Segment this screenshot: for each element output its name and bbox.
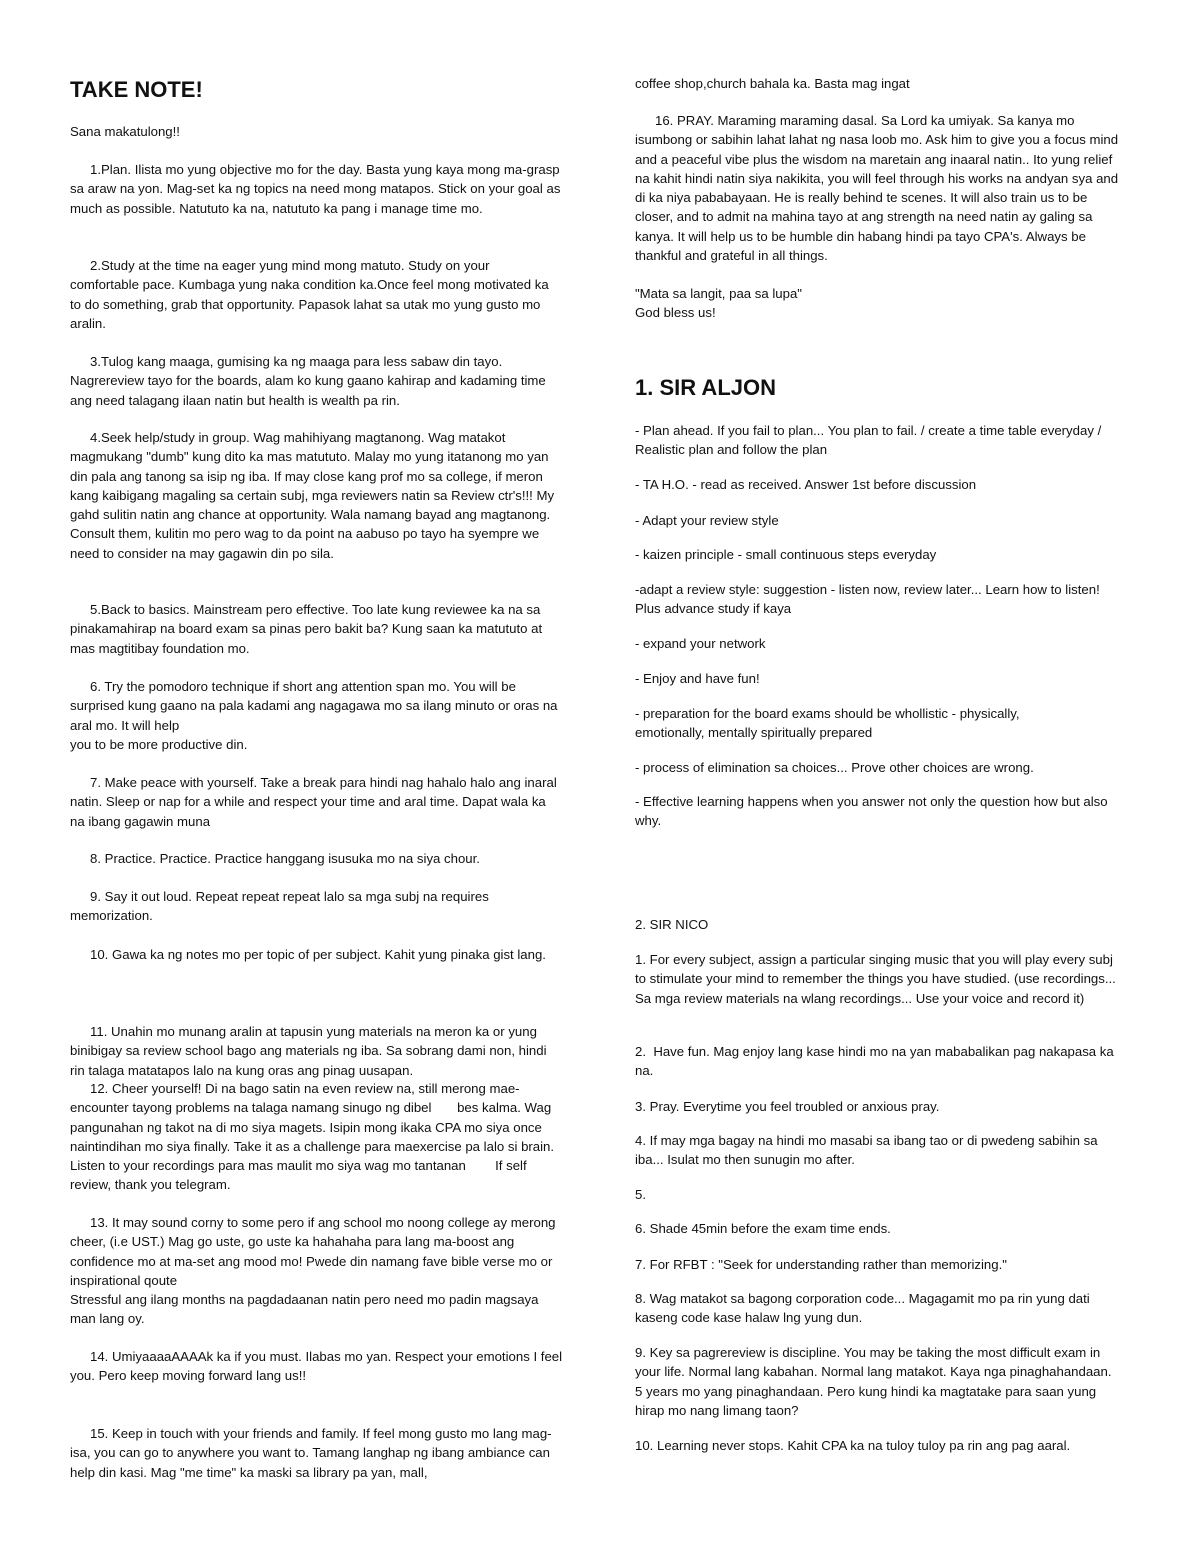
- intro-text: Sana makatulong!!: [70, 124, 180, 139]
- list-item: - process of elimination sa choices... Prove other choices are wrong.: [635, 760, 1034, 775]
- blessing-text: God bless us!: [635, 305, 716, 320]
- page-title: TAKE NOTE!: [70, 77, 203, 102]
- list-item: 7. For RFBT : "Seek for understanding rather than memorizing.": [635, 1257, 1007, 1272]
- tip-item: 11. Unahin mo munang aralin at tapusin yung materials na meron ka or yung binibigay sa review school bago ang materials ng iba. Sa sobrang dami non, hindi rin talaga matatapos lalo na kung oras ang pinag uusapan.: [70, 1024, 551, 1078]
- tip-item: 8. Practice. Practice. Practice hanggang isusuka mo na siya chour.: [90, 851, 480, 866]
- list-item: - Enjoy and have fun!: [635, 671, 760, 686]
- tip-item: 1.Plan. Ilista mo yung objective mo for the day. Basta yung kaya mong ma-grasp sa araw na yon. Mag-set ka ng topics na need mong matapos. Stick on your goal as much as possible. Natututo ka na, natututo ka pang i manage time mo.: [70, 162, 565, 216]
- tip-item: 16. PRAY. Maraming maraming dasal. Sa Lord ka umiyak. Sa kanya mo isumbong or sabihin lahat lahat ng nasa loob mo. Ask him to give you a focus mind and a peaceful vibe plus the wisdom na maretain ang inaaral natin.. Ito yung relief na kahit hindi natin siya nakikita, you will feel through his works na andyan sya and di ka niya pababayaan. He is really behind te scenes. It will also train us to be closer, and to admit na mahina tayo at ang strength na need natin ay galing sa kanya. It will help us to be humble din habang hindi pa tayo CPA's. Always be thankful and grateful in all things.: [635, 113, 1122, 264]
- tip-item: 5.Back to basics. Mainstream pero effective. Too late kung reviewee ka na sa pinakamahirap na board exam sa pinas pero bakit ba? Kung saan ka matututo at mas magtitibay foundation mo.: [70, 602, 546, 656]
- list-item: 10. Learning never stops. Kahit CPA ka na tuloy tuloy pa rin ang pag aaral.: [635, 1438, 1071, 1453]
- list-item: - Plan ahead. If you fail to plan... You plan to fail. / create a time table everyday / Realistic plan and follow the plan: [635, 423, 1105, 458]
- tip-item: 15. Keep in touch with your friends and family. If feel mong gusto mo lang mag-isa, you can go to anywhere you want to. Tamang langhap ng ibang ambiance can help din kasi. Mag "me time" ka maski sa library pa yan, mall,: [70, 1426, 554, 1480]
- list-item: - Adapt your review style: [635, 513, 779, 528]
- tip-item: 9. Say it out loud. Repeat repeat repeat lalo sa mga subj na requires memorization.: [70, 889, 493, 924]
- continued-text: coffee shop,church bahala ka. Basta mag ingat: [635, 76, 910, 91]
- list-item: 3. Pray. Everytime you feel troubled or anxious pray.: [635, 1099, 940, 1114]
- tip-item: 14. UmiyaaaaAAAAk ka if you must. Ilabas mo yan. Respect your emotions I feel you. Pero keep moving forward lang us!!: [70, 1349, 566, 1384]
- tip-item: 7. Make peace with yourself. Take a break para hindi nag hahalo halo ang inaral natin. Sleep or nap for a while and respect your time and aral time. Dapat wala ka na ibang gagawin muna: [70, 775, 561, 829]
- list-item: 2. Have fun. Mag enjoy lang kase hindi mo na yan mababalikan pag nakapasa ka na.: [635, 1044, 1118, 1079]
- tip-item: 4.Seek help/study in group. Wag mahihiyang magtanong. Wag matakot magmukang "dumb" kung dito ka mas matututo. Malay mo yung itatanong mo yan din pala ang tanong sa isip ng iba. If may close kang prof mo sa college, if meron kang kaibigang magaling sa certain subj, mga reviewers natin sa Review ctr's!!! My gahd sulitin natin ang chance at opportunity. Wala namang bayad ang magtanong. Consult them, kulitin mo pero wag to da point na aabuso po tayo ha syempre we need to consider na may gagawin din po sila.: [70, 430, 558, 561]
- list-item: 9. Key sa pagrereview is discipline. You may be taking the most difficult exam in your life. Normal lang kabahan. Normal lang matakot. Kaya nga pinaghahandaan. 5 years mo yang pinaghandaan. Pero kung hindi ka magtatake para saan yung hirap mo nang limang taon?: [635, 1345, 1116, 1418]
- quote-text: "Mata sa langit, paa sa lupa": [635, 286, 802, 301]
- list-item: 1. For every subject, assign a particular singing music that you will play every subj to stimulate your mind to remember the things you have studied. (use recordings... Sa mga review materials na wlang recordings... Use your voice and record it): [635, 952, 1120, 1006]
- tip-item: 6. Try the pomodoro technique if short ang attention span mo. You will be surprised kung gaano na pala kadami ang nagagawa mo sa ilang minuto or oras na aral mo. It will help you to be more productive din.: [70, 679, 558, 752]
- list-item: - Effective learning happens when you answer not only the question how but also why.: [635, 794, 1112, 829]
- tip-item: 10. Gawa ka ng notes mo per topic of per subject. Kahit yung pinaka gist lang.: [90, 947, 546, 962]
- list-item: 5.: [635, 1187, 646, 1202]
- list-item: 6. Shade 45min before the exam time ends.: [635, 1221, 891, 1236]
- list-item: 4. If may mga bagay na hindi mo masabi sa ibang tao or di pwedeng sabihin sa iba... Isulat mo then sunugin mo after.: [635, 1133, 1102, 1168]
- list-item: - TA H.O. - read as received. Answer 1st before discussion: [635, 477, 977, 492]
- tip-item: 3.Tulog kang maaga, gumising ka ng maaga para less sabaw din tayo. Nagrereview tayo for the boards, alam ko kung gaano kahirap and kadaming time ang need talagang ilaan natin but health is wealth pa rin.: [70, 354, 550, 408]
- list-item: - preparation for the board exams should be whollistic - physically, emotionally, mentally spiritually prepared: [635, 706, 1024, 741]
- tip-item: 2.Study at the time na eager yung mind mong matuto. Study on your comfortable pace. Kumbaga yung naka condition ka.Once feel mong motivated ka to do something, grab that opportunity. Papasok lahat sa utak mo yung gusto mo aralin.: [70, 258, 553, 331]
- list-item: - expand your network: [635, 636, 766, 651]
- list-item: 8. Wag matakot sa bagong corporation code... Magagamit mo pa rin yung dati kaseng code kase halaw lng yung dun.: [635, 1291, 1094, 1326]
- tip-item: 13. It may sound corny to some pero if ang school mo noong college ay merong cheer, (i.e UST.) Mag go uste, go uste ka hahahaha para lang ma-boost ang confidence mo at ma-set ang mood mo! Pwede din namang fave bible verse mo or inspirational qoute Stressful ang ilang months na pagdadaanan natin pero need mo padin magsaya man lang oy.: [70, 1215, 556, 1327]
- list-item: - kaizen principle - small continuous steps everyday: [635, 547, 937, 562]
- section-heading: 2. SIR NICO: [635, 917, 709, 932]
- list-item: -adapt a review style: suggestion - listen now, review later... Learn how to listen! Plus advance study if kaya: [635, 582, 1104, 617]
- section-heading: 1. SIR ALJON: [635, 375, 776, 400]
- tip-item: 12. Cheer yourself! Di na bago satin na even review na, still merong mae-encounter tayong problems na talaga namang sinugo ng dibel bes kalma. Wag pangunahan ng takot na di mo siya magets. Isipin mong ikaka CPA mo siya once naintindihan mo siya finally. Take it as a challenge para maexercise pa lalo si brain. Listen to your recordings para mas maulit mo siya wag mo tantanan If self review, thank you telegram.: [70, 1081, 558, 1193]
